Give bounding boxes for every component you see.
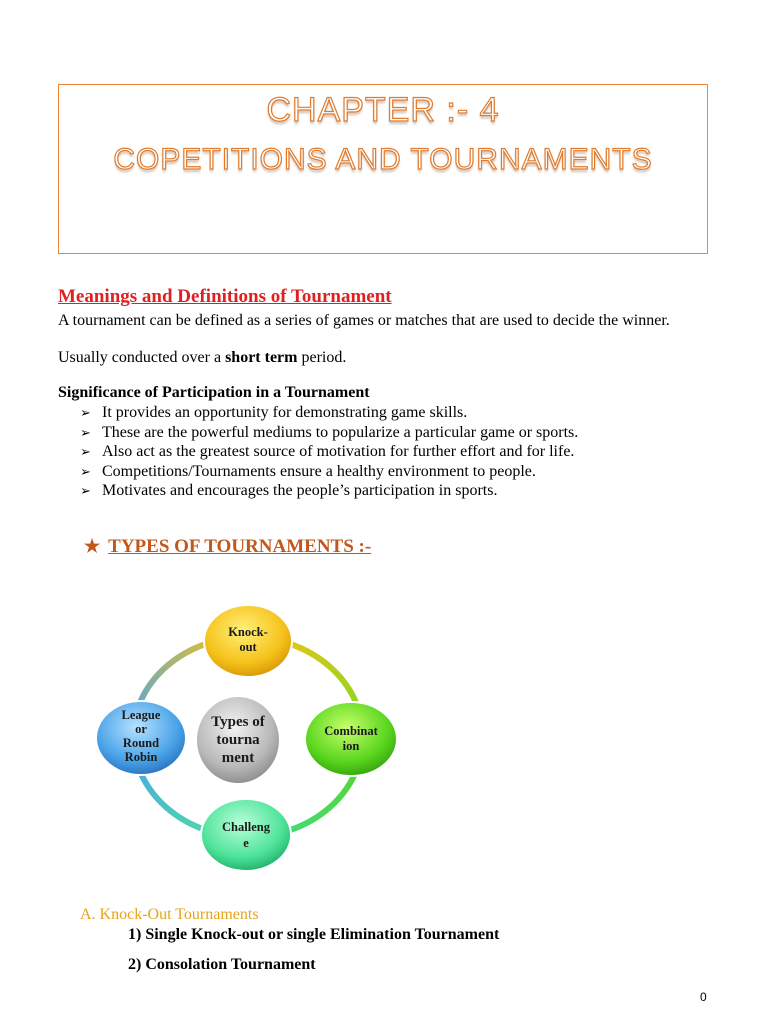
- arrow-bullet-icon: ➢: [80, 405, 91, 420]
- types-heading: ★ TYPES OF TOURNAMENTS :-: [84, 536, 372, 557]
- chapter-number: CHAPTER :- 4: [266, 91, 500, 129]
- challenge-node: [201, 799, 291, 871]
- svg-text:League: League: [121, 708, 161, 722]
- knockout-section-heading: A. Knock-Out Tournaments: [80, 906, 259, 923]
- knockout-node: [204, 605, 292, 677]
- svg-text:Combinat: Combinat: [324, 724, 378, 738]
- combination-node: [305, 702, 397, 776]
- knockout-item-single: 1) Single Knock-out or single Elimination Tournament: [128, 926, 500, 943]
- list-item: ➢ Motivates and encourages the people’s participation in sports.: [80, 482, 498, 499]
- svg-text:Types of: Types of: [211, 714, 265, 730]
- arrow-bullet-icon: ➢: [80, 424, 91, 440]
- svg-text:Knock-: Knock-: [228, 625, 268, 639]
- duration-bold: short term: [225, 349, 298, 366]
- svg-text:Robin: Robin: [124, 750, 158, 764]
- duration-paragraph: [58, 348, 710, 368]
- svg-text:ment: ment: [221, 750, 255, 766]
- svg-text:ion: ion: [342, 739, 360, 753]
- significance-heading: Significance of Participation in a Tournament: [58, 384, 370, 401]
- list-item: ➢ It provides an opportunity for demonstrating game skills.: [80, 404, 468, 421]
- significance-list: [80, 403, 578, 501]
- arrow-bullet-icon: ➢: [80, 483, 91, 498]
- arrow-bullet-icon: ➢: [80, 444, 91, 459]
- center-node: [196, 696, 280, 784]
- duration-suffix: period.: [297, 349, 347, 366]
- meanings-heading: Meanings and Definitions of Tournament: [58, 286, 392, 307]
- svg-text:out: out: [239, 640, 257, 654]
- star-bullet-icon: ★: [84, 536, 101, 556]
- tournament-types-diagram: [88, 605, 408, 885]
- list-item: ➢ These are the powerful mediums to popularize a particular game or sports.: [80, 423, 579, 441]
- list-item: ➢ Competitions/Tournaments ensure a healthy environment to people.: [80, 462, 536, 480]
- league-round-robin-node: [96, 701, 186, 775]
- definition-paragraph: A tournament can be defined as a series of games or matches that are used to decide the winner.: [58, 312, 670, 329]
- chapter-title-box: [58, 84, 708, 254]
- arrow-bullet-icon: ➢: [80, 463, 91, 479]
- list-item: ➢ Also act as the greatest source of motivation for further effort and for life.: [80, 443, 575, 460]
- svg-text:e: e: [243, 836, 249, 850]
- svg-text:Challeng: Challeng: [222, 820, 270, 834]
- knockout-item-consolation: 2) Consolation Tournament: [128, 956, 316, 973]
- svg-text:Round: Round: [122, 736, 160, 750]
- chapter-title: COPETITIONS AND TOURNAMENTS: [113, 143, 653, 176]
- duration-prefix: Usually conducted over a: [58, 349, 226, 366]
- svg-text:tourna: tourna: [216, 732, 260, 748]
- svg-text:or: or: [135, 722, 147, 736]
- page-number: 0: [700, 990, 707, 1004]
